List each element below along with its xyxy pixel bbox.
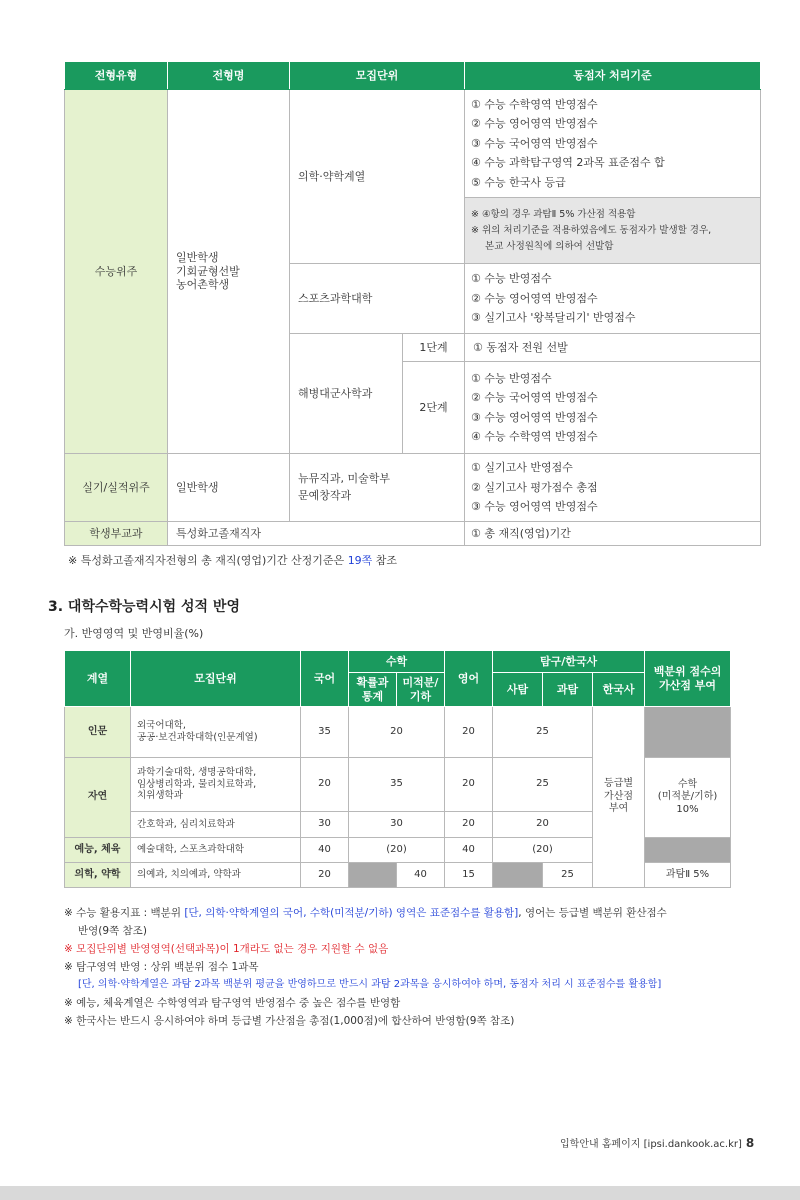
unit-science2: 간호학과, 심리치료학과 xyxy=(131,812,301,838)
note-required-subjects: ※ 모집단위별 반영영역(선택과목)이 1개라도 없는 경우 지원할 수 없음 xyxy=(64,943,389,955)
note-indicator-cont: 반영(9쪽 참조) xyxy=(78,925,147,937)
math-stats-medical xyxy=(349,863,397,888)
criteria-practical: ① 실기고사 반영점수 ② 실기고사 평가점수 총점 ③ 수능 영어영역 반영점수 xyxy=(465,454,761,522)
note-arts: ※ 예능, 체육계열은 수학영역과 탐구영역 반영점수 중 높은 점수를 반영함 xyxy=(64,997,401,1009)
note-inquiry-medical: [단, 의학·약학계열은 과탐 2과목 백분위 평균을 반영하므로 반드시 과탐 2과목을 응시하여야 하며, 동점자 처리 시 표준점수를 활용함] xyxy=(78,979,662,990)
note-indicator: ※ 수능 활용지표 : 백분위 [단, 의학·약학계열의 국어, 수학(미적분/기하) 영역은 표준점수를 활용함], 영어는 등급별 백분위 환산점수 xyxy=(64,907,667,919)
criteria-sports: ① 수능 반영점수 ② 수능 영어영역 반영점수 ③ 실기고사 '왕복달리기' 반영점수 xyxy=(465,264,761,334)
h-history: 한국사 xyxy=(593,673,645,707)
unit-marine: 해병대군사학과 xyxy=(290,334,403,454)
header-unit: 모집단위 xyxy=(290,62,465,90)
inquiry-humanities: 25 xyxy=(493,707,593,758)
note-career-period: ※ 특성화고졸재직자전형의 총 재직(영업)기간 산정기준은 19쪽 참조 xyxy=(68,554,398,567)
math-humanities: 20 xyxy=(349,707,445,758)
unit-medical: 의학·약학계열 xyxy=(290,90,465,264)
unit-practical: 뉴뮤직과, 미술학부 문예창작과 xyxy=(290,454,465,522)
type-suneung: 수능위주 xyxy=(65,90,168,454)
stage2-label: 2단계 xyxy=(403,362,465,454)
type-school: 학생부교과 xyxy=(65,522,168,546)
unit-medical-row: 의예과, 치의예과, 약학과 xyxy=(131,863,301,888)
criteria-marine-stage2: ① 수능 반영점수 ② 수능 국어영역 반영점수 ③ 수능 영어영역 반영점수 ④ 수능 수학영역 반영점수 xyxy=(465,362,761,454)
note-inquiry: ※ 탐구영역 반영 : 상위 백분위 점수 1과목 xyxy=(64,961,259,973)
h-math-calc: 미적분/ 기하 xyxy=(397,673,445,707)
bonus-arts xyxy=(645,838,731,863)
h-math: 수학 xyxy=(349,651,445,673)
series-arts: 예능, 체육 xyxy=(65,838,131,863)
header-name: 전형명 xyxy=(168,62,290,90)
h-bonus: 백분위 점수의 가산점 부여 xyxy=(645,651,731,707)
english-science2: 20 xyxy=(445,812,493,838)
english-science1: 20 xyxy=(445,758,493,812)
bonus-humanities xyxy=(645,707,731,758)
korean-humanities: 35 xyxy=(301,707,349,758)
math-arts: (20) xyxy=(349,838,445,863)
series-science: 자연 xyxy=(65,758,131,838)
series-humanities: 인문 xyxy=(65,707,131,758)
history-bonus: 등급별 가산점 부여 xyxy=(593,707,645,888)
inquiry-science2: 20 xyxy=(493,812,593,838)
math-science2: 30 xyxy=(349,812,445,838)
unit-science1: 과학기술대학, 생명공학대학, 임상병리학과, 물리치료학과, 치위생학과 xyxy=(131,758,301,812)
unit-humanities: 외국어대학, 공공·보건과학대학(인문계열) xyxy=(131,707,301,758)
criteria-medical: ① 수능 수학영역 반영점수 ② 수능 영어영역 반영점수 ③ 수능 국어영역 반영점수 ④ 수능 과학탐구영역 2과목 표준점수 합 ⑤ 수능 한국사 등급 xyxy=(465,90,761,198)
type-practical: 실기/실적위주 xyxy=(65,454,168,522)
math-science1: 35 xyxy=(349,758,445,812)
english-humanities: 20 xyxy=(445,707,493,758)
header-criteria: 동점자 처리기준 xyxy=(465,62,761,90)
criteria-school: ① 총 재직(영업)기간 xyxy=(465,522,761,546)
name-suneung: 일반학생 기회균형선발 농어촌학생 xyxy=(168,90,290,454)
korean-medical: 20 xyxy=(301,863,349,888)
h-social: 사탐 xyxy=(493,673,543,707)
header-type: 전형유형 xyxy=(65,62,168,90)
homepage-link[interactable]: 입학안내 홈페이지 [ipsi.dankook.ac.kr] xyxy=(560,1139,742,1150)
section-subtitle: 가. 반영영역 및 반영비율(%) xyxy=(64,627,204,640)
h-unit: 모집단위 xyxy=(131,651,301,707)
h-inquiry: 탐구/한국사 xyxy=(493,651,645,673)
unit-sports: 스포츠과학대학 xyxy=(290,264,465,334)
section-title: 3. 대학수학능력시험 성적 반영 xyxy=(48,599,240,615)
bonus-science: 수학 (미적분/기하) 10% xyxy=(645,758,731,838)
ratio-table xyxy=(64,650,731,888)
h-korean: 국어 xyxy=(301,651,349,707)
h-series: 계열 xyxy=(65,651,131,707)
math-calc-medical: 40 xyxy=(397,863,445,888)
medical-note-box: ※ ④항의 경우 과탐Ⅱ 5% 가산점 적용함 ※ 위의 처리기준을 적용하였음에도 동점자가 발생할 경우, 본교 사정원칙에 의하여 선발함 xyxy=(465,198,761,264)
unit-arts: 예술대학, 스포츠과학대학 xyxy=(131,838,301,863)
name-practical: 일반학생 xyxy=(168,454,290,522)
criteria-marine-stage1: ① 동점자 전원 선발 xyxy=(465,334,761,362)
h-science: 과탐 xyxy=(543,673,593,707)
note-history: ※ 한국사는 반드시 응시하여야 하며 등급별 가산점을 총점(1,000점)에 합산하여 반영함(9쪽 참조) xyxy=(64,1015,515,1027)
inquiry-arts: (20) xyxy=(493,838,593,863)
english-arts: 40 xyxy=(445,838,493,863)
name-school: 특성화고졸재직자 xyxy=(168,522,465,546)
social-medical xyxy=(493,863,543,888)
korean-science2: 30 xyxy=(301,812,349,838)
stage1-label: 1단계 xyxy=(403,334,465,362)
inquiry-science1: 25 xyxy=(493,758,593,812)
notes-list xyxy=(64,904,764,1030)
viewer-bottom-bar xyxy=(0,1186,800,1200)
page-ref-link[interactable]: 19쪽 xyxy=(347,554,373,567)
page-number: 8 xyxy=(745,1136,755,1150)
bonus-medical: 과탐Ⅱ 5% xyxy=(645,863,731,888)
korean-arts: 40 xyxy=(301,838,349,863)
h-english: 영어 xyxy=(445,651,493,707)
english-medical: 15 xyxy=(445,863,493,888)
science-medical: 25 xyxy=(543,863,593,888)
h-math-stats: 확률과 통계 xyxy=(349,673,397,707)
page-footer xyxy=(560,1135,754,1150)
tiebreak-table xyxy=(64,61,761,546)
series-medical: 의학, 약학 xyxy=(65,863,131,888)
korean-science1: 20 xyxy=(301,758,349,812)
